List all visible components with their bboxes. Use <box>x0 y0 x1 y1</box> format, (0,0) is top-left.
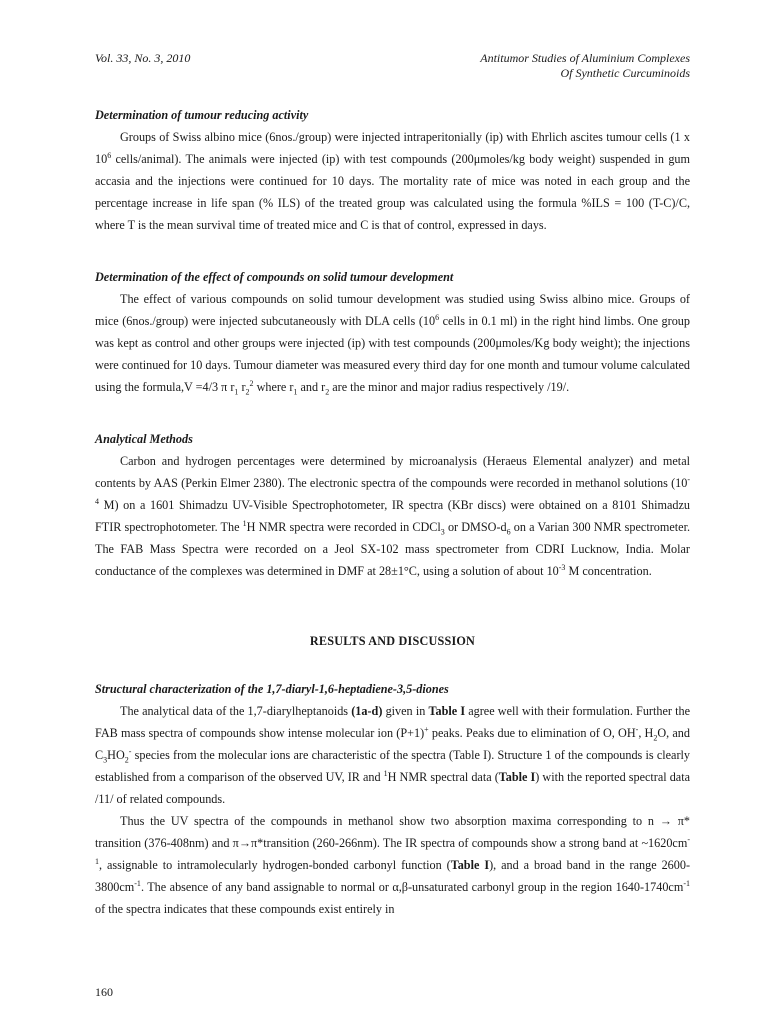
section-heading-solid-tumour: Determination of the effect of compounds on solid tumour development <box>95 270 454 284</box>
section-heading-analytical-methods: Analytical Methods <box>95 432 193 446</box>
running-header <box>95 51 690 91</box>
running-title-line-1: Antitumor Studies of Aluminium Complexes <box>480 51 690 65</box>
paragraph-structural-2: Thus the UV spectra of the compounds in methanol show two absorption maxima corresponding to n → π* transition (376-408nm) and π→π*transition (260-266nm). The IR spectra of compounds show a strong band at $\sim 1620cm^{-1}$, assignable to intramolecularly hydrogen-bonded carbonyl function (Table I), and a broad band in the range $2600-3800cm^{-1}$. The absence of any band assignable to normal or α,β-unsaturated carbonyl group in the region $1640-1740cm^{-1}$ of the spectra indicates that these compounds exist entirely in <box>95 814 690 916</box>
results-discussion-heading: RESULTS AND DISCUSSION <box>309 634 476 648</box>
section-heading-structural-characterization: Structural characterization of the 1,7-diaryl-1,6-heptadiene-3,5-diones <box>95 682 449 696</box>
page-number: 160 <box>95 985 113 999</box>
paragraph-analytical-methods: Carbon and hydrogen percentages were determined by microanalysis (Heraeus Elemental analyzer) and metal contents by AAS (Perkin Elmer 2380). The electronic spectra of the compounds were recorded in methanol solutions ($10^{-4}$ M) on a 1601 Shimadzu UV-Visible Spectrophotometer, IR spectra (KBr discs) were obtained on a 8101 Shimadzu FTIR spectrophotometer. The $^1$H NMR spectra were recorded in CDCl$_3$ or DMSO-$d_6$ on a Varian 300 NMR spectrometer. The FAB Mass Spectra were recorded on a Jeol SX-102 mass spectrometer from CDRI Lucknow, India. Molar conductance of the complexes was determined in DMF at 28±1°C, using a solution of about $10^{-3}$ M concentration. <box>95 454 690 578</box>
paragraph-structural-1: The analytical data of the 1,7-diarylheptanoids (1a-d) given in Table I agree well with their formulation. Further the FAB mass spectra of compounds show intense molecular ion (P+1)+ peaks. Peaks due to elimination of O, OH-, $H_2O$, and $C_3HO_2^-$ species from the molecular ions are characteristic of the spectra (Table I). Structure 1 of the compounds is clearly established from a comparison of the observed UV, IR and $^1$H NMR spectral data (Table I) with the reported spectral data /11/ of related compounds. <box>95 704 691 806</box>
journal-volume: Vol. 33, No. 3, 2010 <box>95 51 191 65</box>
running-title-line-2: Of Synthetic Curcuminoids <box>560 66 690 80</box>
paragraph-solid-tumour: The effect of various compounds on solid tumour development was studied using Swiss albino mice. Groups of mice (6nos./group) were injected subcutaneously with DLA cells ($10^6$ cells in 0.1 ml) in the right hind limbs. One group was kept as control and other groups were injected (ip) with test compounds (200μmoles/Kg body weight); the injections were continued for 10 days. Tumour diameter was measured every third day for one month and tumour volume calculated using the formula,V =4/3 π $r_1$ $r_2^2$ where $r_1$ and $r_2$ are the minor and major radius respectively /19/. <box>95 292 690 397</box>
page-body <box>95 104 690 920</box>
paragraph-tumour-reducing: Groups of Swiss albino mice (6nos./group) were injected intraperitonially (ip) with Ehrlich ascites tumour cells (1 x $10^6$ cells/animal). The animals were injected (ip) with test compounds (200μmoles/kg body weight) suspended in gum accasia and the injections were continued for 10 days. The mortality rate of mice was noted in each group and the percentage increase in life span (% ILS) of the treated group was calculated using the formula %ILS = 100 (T-C)/C, where T is the mean survival time of treated mice and C is that of control, expressed in days. <box>95 130 690 232</box>
running-title <box>480 51 690 81</box>
section-heading-tumour-reducing: Determination of tumour reducing activity <box>95 108 309 122</box>
